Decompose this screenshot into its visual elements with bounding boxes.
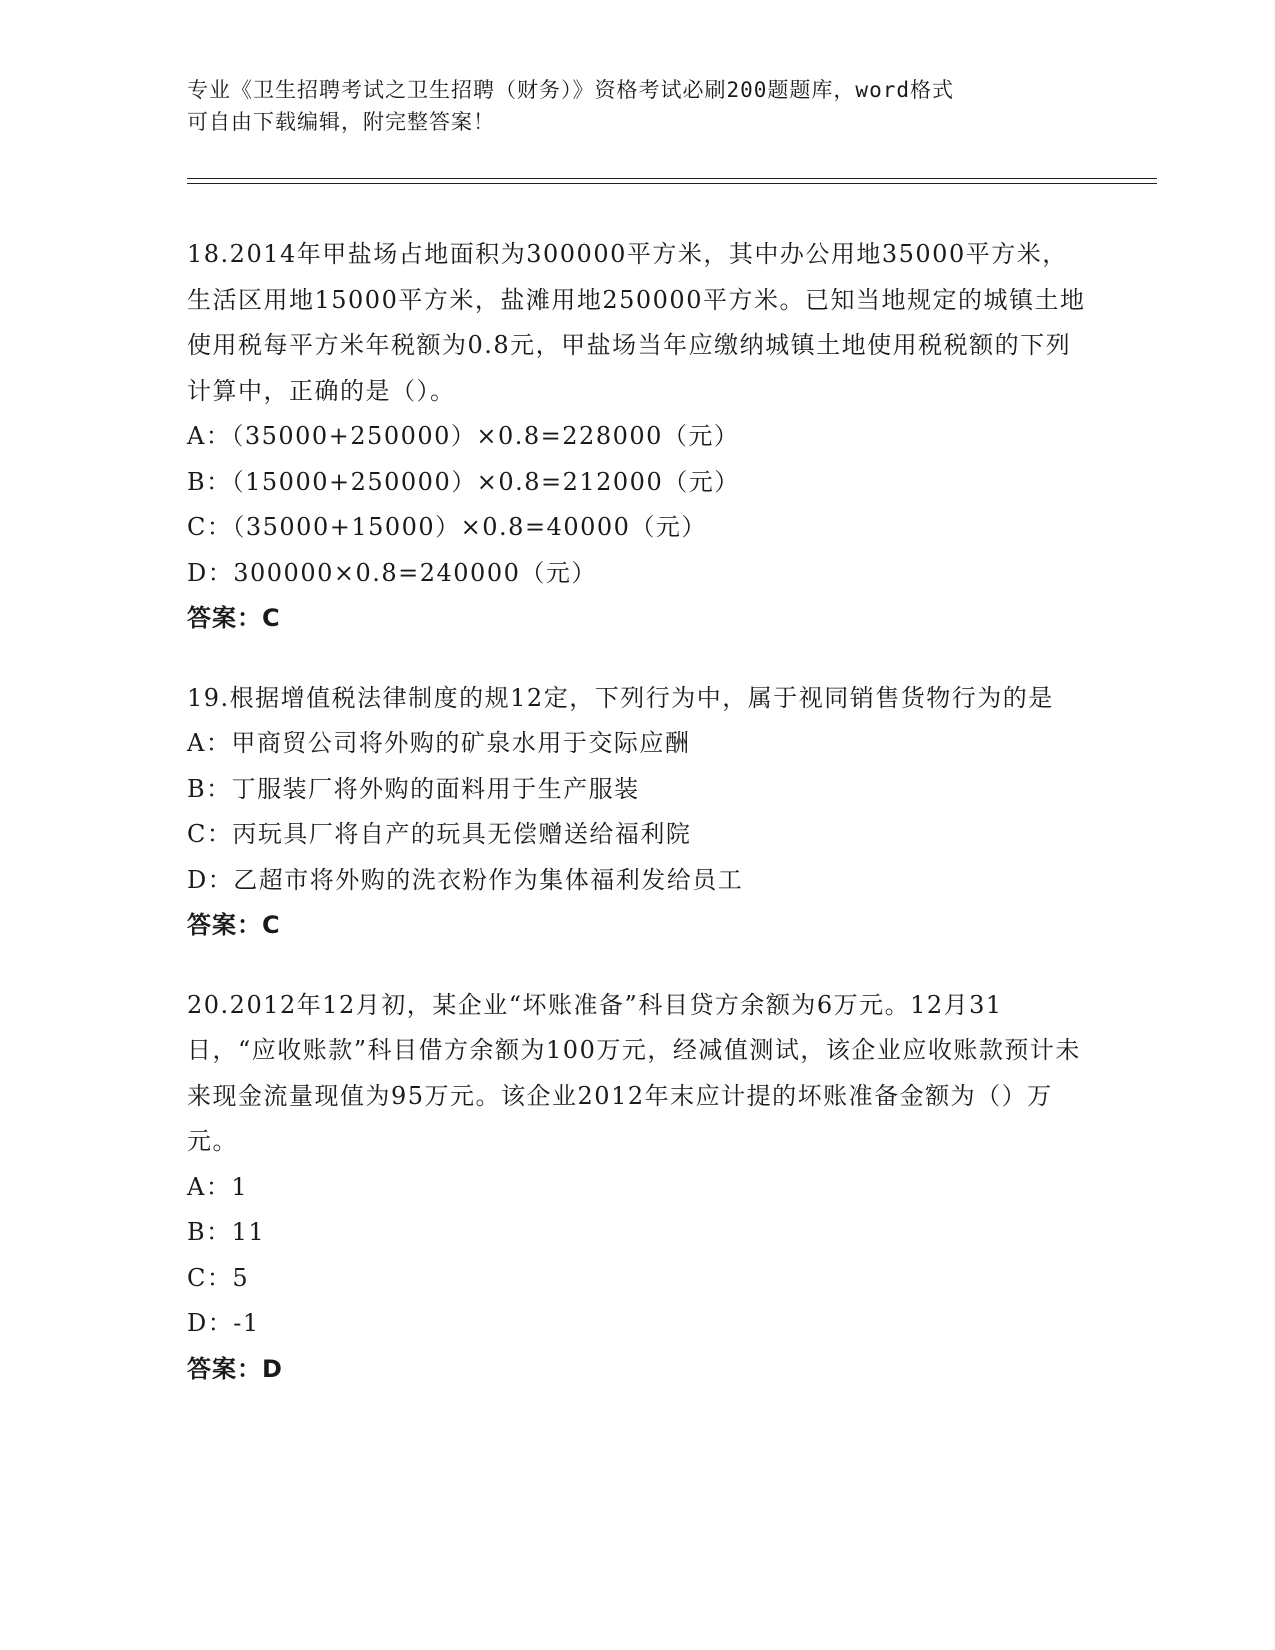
header-line-2: 可自由下载编辑，附完整答案！ — [187, 110, 495, 134]
header-line-1: 专业《卫生招聘考试之卫生招聘（财务）》资格考试必刷200题题库，word格式 — [187, 78, 954, 102]
header-divider-bottom — [187, 183, 1157, 184]
document-header — [187, 74, 1067, 138]
question-stem: 18.2014年甲盐场占地面积为300000平方米，其中办公用地35000平方米，生活区用地15000平方米，盐滩用地250000平方米。已知当地规定的城镇土地使用税每平方米年税额为0.8元，甲盐场当年应缴纳城镇土地使用税税额的下列计算中，正确的是（）。 — [187, 240, 1086, 405]
option-b: B：（15000+250000）×0.8=212000（元） — [187, 467, 740, 496]
option-a: A：（35000+250000）×0.8=228000（元） — [187, 422, 740, 450]
question-19 — [187, 676, 1087, 949]
option-d: D：-1 — [187, 1309, 260, 1337]
answer-label: 答案：C — [187, 911, 281, 939]
question-20 — [187, 983, 1087, 1393]
option-a: A：1 — [187, 1172, 249, 1201]
question-stem: 19.根据增值税法律制度的规12定，下列行为中，属于视同销售货物行为的是 — [187, 683, 1054, 712]
option-c: C：5 — [187, 1263, 250, 1292]
option-b: B：丁服装厂将外购的面料用于生产服装 — [187, 774, 640, 803]
question-list — [187, 232, 1087, 1426]
question-18 — [187, 232, 1087, 642]
question-stem: 20.2012年12月初，某企业“坏账准备”科目贷方余额为6万元。12月31日，“应收账款”科目借方余额为100万元，经减值测试，该企业应收账款预计未来现金流量现值为95万元。该企业2012年末应计提的坏账准备金额为（）万元。 — [187, 990, 1081, 1155]
option-c: C：丙玩具厂将自产的玩具无偿赠送给福利院 — [187, 820, 692, 848]
answer-label: 答案：D — [187, 1354, 283, 1383]
option-d: D：乙超市将外购的洗衣粉作为集体福利发给员工 — [187, 865, 744, 894]
answer-label: 答案：C — [187, 604, 281, 632]
option-d: D：300000×0.8=240000（元） — [187, 558, 597, 587]
option-c: C：（35000+15000）×0.8=40000（元） — [187, 513, 707, 541]
header-divider-top — [187, 178, 1157, 179]
option-b: B：11 — [187, 1218, 266, 1246]
option-a: A：甲商贸公司将外购的矿泉水用于交际应酬 — [187, 729, 691, 757]
